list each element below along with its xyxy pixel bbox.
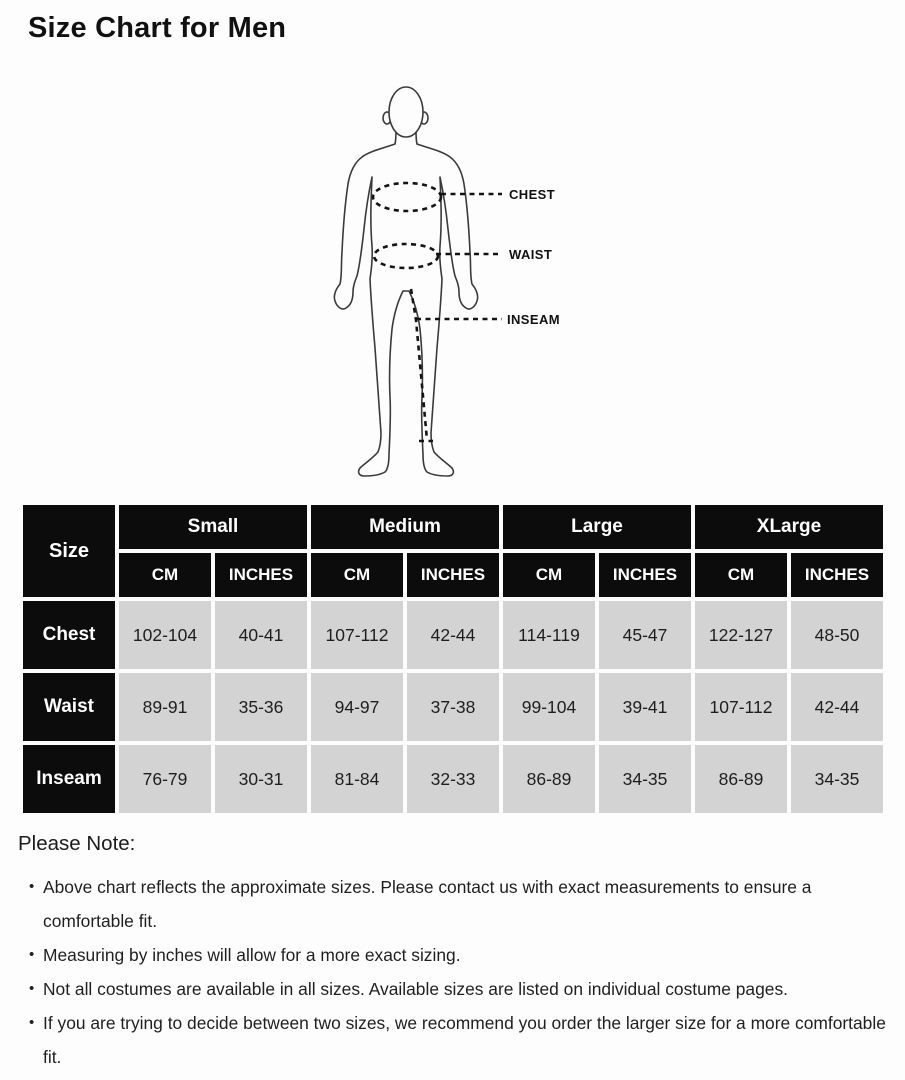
body-measurement-diagram <box>330 80 610 485</box>
unit-header-inches: INCHES <box>599 553 691 597</box>
size-group-small: Small <box>119 505 307 549</box>
unit-header-inches: INCHES <box>791 553 883 597</box>
waist-small-inches: 35-36 <box>215 673 307 741</box>
waist-large-cm: 99-104 <box>503 673 595 741</box>
unit-header-cm: CM <box>503 553 595 597</box>
row-label-waist: Waist <box>23 673 115 741</box>
chest-label: CHEST <box>509 187 556 202</box>
notes-section <box>18 830 890 1074</box>
unit-header-inches: INCHES <box>215 553 307 597</box>
inseam-label: INSEAM <box>507 312 560 327</box>
inseam-large-inches: 34-35 <box>599 745 691 813</box>
row-label-chest: Chest <box>23 601 115 669</box>
inseam-xlarge-cm: 86-89 <box>695 745 787 813</box>
unit-header-cm: CM <box>311 553 403 597</box>
inseam-medium-cm: 81-84 <box>311 745 403 813</box>
chest-small-cm: 102-104 <box>119 601 211 669</box>
bullet-icon: • <box>29 1014 35 1031</box>
inseam-medium-inches: 32-33 <box>407 745 499 813</box>
inseam-small-cm: 76-79 <box>119 745 211 813</box>
chest-large-cm: 114-119 <box>503 601 595 669</box>
chest-medium-cm: 107-112 <box>311 601 403 669</box>
notes-list <box>18 870 890 1074</box>
bullet-icon: • <box>29 878 35 895</box>
size-table-corner-header: Size <box>23 505 115 597</box>
list-item <box>31 938 890 972</box>
unit-header-cm: CM <box>695 553 787 597</box>
table-row-inseam <box>23 745 883 813</box>
bullet-icon: • <box>29 980 35 997</box>
page-title: Size Chart for Men <box>28 12 287 44</box>
head-outline <box>389 87 423 137</box>
list-item <box>31 1006 890 1074</box>
size-group-xlarge: XLarge <box>695 505 883 549</box>
size-table <box>19 501 887 817</box>
note-text: Measuring by inches will allow for a more exact sizing. <box>43 945 461 965</box>
chest-medium-inches: 42-44 <box>407 601 499 669</box>
waist-xlarge-inches: 42-44 <box>791 673 883 741</box>
note-text: If you are trying to decide between two sizes, we recommend you order the larger size for a more comfortable fit. <box>43 1013 886 1067</box>
unit-header-inches: INCHES <box>407 553 499 597</box>
chest-small-inches: 40-41 <box>215 601 307 669</box>
notes-heading: Please Note: <box>18 832 136 855</box>
note-text: Above chart reflects the approximate sizes. Please contact us with exact measurements to ensure a comfortable fit. <box>43 877 812 931</box>
unit-header-cm: CM <box>119 553 211 597</box>
size-group-large: Large <box>503 505 691 549</box>
chest-xlarge-inches: 48-50 <box>791 601 883 669</box>
table-row-chest <box>23 601 883 669</box>
list-item <box>31 870 890 938</box>
size-group-medium: Medium <box>311 505 499 549</box>
chest-large-inches: 45-47 <box>599 601 691 669</box>
bullet-icon: • <box>29 946 35 963</box>
row-label-inseam: Inseam <box>23 745 115 813</box>
waist-large-inches: 39-41 <box>599 673 691 741</box>
inseam-large-cm: 86-89 <box>503 745 595 813</box>
waist-label: WAIST <box>509 247 553 262</box>
inseam-small-inches: 30-31 <box>215 745 307 813</box>
waist-medium-cm: 94-97 <box>311 673 403 741</box>
waist-xlarge-cm: 107-112 <box>695 673 787 741</box>
list-item <box>31 972 890 1006</box>
inseam-xlarge-inches: 34-35 <box>791 745 883 813</box>
table-row-waist <box>23 673 883 741</box>
chest-xlarge-cm: 122-127 <box>695 601 787 669</box>
note-text: Not all costumes are available in all sizes. Available sizes are listed on individual costume pages. <box>43 979 788 999</box>
waist-small-cm: 89-91 <box>119 673 211 741</box>
waist-medium-inches: 37-38 <box>407 673 499 741</box>
